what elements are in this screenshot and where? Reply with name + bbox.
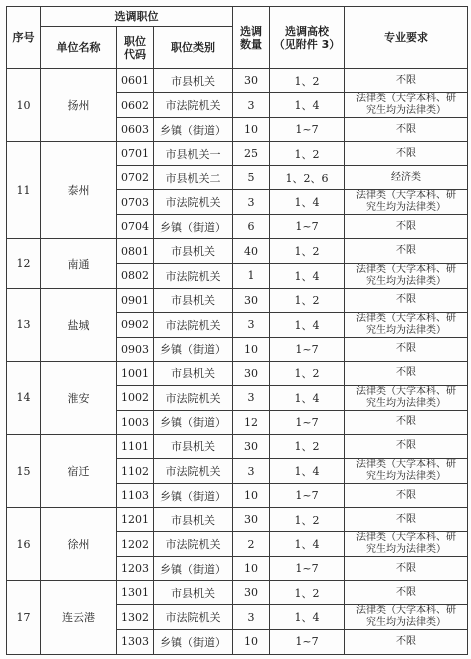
code-cell: 0701 bbox=[117, 142, 154, 166]
code-cell: 0601 bbox=[117, 69, 154, 93]
quota-cell: 3 bbox=[233, 459, 270, 484]
table-row bbox=[7, 239, 468, 263]
schools-cell: 1~7 bbox=[270, 118, 345, 142]
category-cell: 市法院机关 bbox=[154, 459, 233, 484]
category-cell: 乡镇（街道） bbox=[154, 410, 233, 434]
quota-cell: 10 bbox=[233, 337, 270, 361]
major-cell bbox=[345, 239, 468, 263]
major-line: 究生均为法律类） bbox=[366, 617, 446, 629]
schools-cell: 1、2 bbox=[270, 288, 345, 312]
major-cell bbox=[345, 263, 468, 288]
major-line: 不限 bbox=[396, 489, 416, 501]
schools-cell: 1、2、6 bbox=[270, 166, 345, 190]
code-cell: 1202 bbox=[117, 532, 154, 557]
seq-cell: 15 bbox=[7, 434, 41, 507]
schools-cell: 1、2 bbox=[270, 142, 345, 166]
header-major: 专业要求 bbox=[345, 7, 468, 69]
seq-cell: 12 bbox=[7, 239, 41, 288]
major-cell bbox=[345, 532, 468, 557]
code-cell: 1302 bbox=[117, 605, 154, 630]
unit-cell: 泰州 bbox=[41, 142, 117, 239]
major-cell bbox=[345, 557, 468, 581]
code-cell: 0801 bbox=[117, 239, 154, 263]
schools-cell: 1、2 bbox=[270, 69, 345, 93]
major-cell bbox=[345, 312, 468, 337]
schools-cell: 1~7 bbox=[270, 337, 345, 361]
quota-cell: 2 bbox=[233, 532, 270, 557]
major-line: 不限 bbox=[396, 440, 416, 452]
category-cell: 市法院机关 bbox=[154, 93, 233, 118]
schools-cell: 1、4 bbox=[270, 459, 345, 484]
header-schools: 选调高校 （见附件 3） bbox=[270, 7, 345, 69]
quota-cell: 10 bbox=[233, 484, 270, 508]
category-cell: 市法院机关 bbox=[154, 532, 233, 557]
category-cell: 市县机关 bbox=[154, 434, 233, 458]
major-line: 不限 bbox=[396, 294, 416, 306]
major-cell bbox=[345, 166, 468, 190]
code-cell: 0903 bbox=[117, 337, 154, 361]
category-cell: 市县机关 bbox=[154, 508, 233, 532]
schools-cell: 1、4 bbox=[270, 93, 345, 118]
category-cell: 市县机关 bbox=[154, 239, 233, 263]
major-line: 经济类 bbox=[391, 171, 421, 183]
category-cell: 市县机关 bbox=[154, 581, 233, 605]
major-line: 法律类（大学本科、研 bbox=[356, 263, 456, 275]
major-cell bbox=[345, 434, 468, 458]
table-row bbox=[7, 434, 468, 458]
major-cell bbox=[345, 118, 468, 142]
major-cell bbox=[345, 630, 468, 654]
schools-cell: 1~7 bbox=[270, 215, 345, 239]
position-table bbox=[6, 6, 468, 655]
seq-cell: 11 bbox=[7, 142, 41, 239]
major-line: 不限 bbox=[396, 343, 416, 355]
major-line: 法律类（大学本科、研 bbox=[356, 93, 456, 105]
major-cell bbox=[345, 459, 468, 484]
schools-cell: 1~7 bbox=[270, 484, 345, 508]
category-cell: 乡镇（街道） bbox=[154, 215, 233, 239]
header-seq: 序号 bbox=[7, 7, 41, 69]
table-row bbox=[7, 288, 468, 312]
schools-cell: 1、2 bbox=[270, 361, 345, 385]
major-cell bbox=[345, 605, 468, 630]
major-line: 法律类（大学本科、研 bbox=[356, 190, 456, 202]
code-cell: 0702 bbox=[117, 166, 154, 190]
major-line: 究生均为法律类） bbox=[366, 471, 446, 483]
major-line: 究生均为法律类） bbox=[366, 397, 446, 409]
category-cell: 市法院机关 bbox=[154, 263, 233, 288]
code-cell: 0603 bbox=[117, 118, 154, 142]
seq-cell: 17 bbox=[7, 581, 41, 654]
unit-cell: 淮安 bbox=[41, 361, 117, 434]
table-row bbox=[7, 361, 468, 385]
major-line: 不限 bbox=[396, 586, 416, 598]
major-cell bbox=[345, 484, 468, 508]
header-category: 职位类别 bbox=[154, 27, 233, 69]
major-line: 究生均为法律类） bbox=[366, 275, 446, 287]
schools-cell: 1~7 bbox=[270, 630, 345, 654]
major-line: 究生均为法律类） bbox=[366, 202, 446, 214]
quota-cell: 10 bbox=[233, 630, 270, 654]
code-cell: 1303 bbox=[117, 630, 154, 654]
quota-cell: 6 bbox=[233, 215, 270, 239]
category-cell: 乡镇（街道） bbox=[154, 337, 233, 361]
table-row bbox=[7, 69, 468, 93]
category-cell: 乡镇（街道） bbox=[154, 484, 233, 508]
schools-cell: 1、4 bbox=[270, 190, 345, 215]
category-cell: 市县机关一 bbox=[154, 142, 233, 166]
schools-cell: 1、2 bbox=[270, 239, 345, 263]
category-cell: 乡镇（街道） bbox=[154, 557, 233, 581]
major-cell bbox=[345, 508, 468, 532]
quota-cell: 25 bbox=[233, 142, 270, 166]
header-position-group: 选调职位 bbox=[41, 7, 233, 27]
major-cell bbox=[345, 410, 468, 434]
schools-cell: 1、4 bbox=[270, 263, 345, 288]
category-cell: 乡镇（街道） bbox=[154, 118, 233, 142]
seq-cell: 10 bbox=[7, 69, 41, 142]
quota-cell: 3 bbox=[233, 93, 270, 118]
major-cell bbox=[345, 581, 468, 605]
major-cell bbox=[345, 142, 468, 166]
schools-cell: 1、4 bbox=[270, 532, 345, 557]
category-cell: 市法院机关 bbox=[154, 190, 233, 215]
major-line: 法律类（大学本科、研 bbox=[356, 385, 456, 397]
schools-cell: 1、2 bbox=[270, 434, 345, 458]
major-cell bbox=[345, 69, 468, 93]
major-cell bbox=[345, 361, 468, 385]
major-cell bbox=[345, 385, 468, 410]
code-cell: 0703 bbox=[117, 190, 154, 215]
unit-cell: 南通 bbox=[41, 239, 117, 288]
category-cell: 市法院机关 bbox=[154, 605, 233, 630]
quota-cell: 3 bbox=[233, 312, 270, 337]
major-line: 不限 bbox=[396, 245, 416, 257]
quota-cell: 40 bbox=[233, 239, 270, 263]
unit-cell: 扬州 bbox=[41, 69, 117, 142]
major-line: 不限 bbox=[396, 367, 416, 379]
major-cell bbox=[345, 337, 468, 361]
major-line: 法律类（大学本科、研 bbox=[356, 312, 456, 324]
category-cell: 市县机关二 bbox=[154, 166, 233, 190]
table-row bbox=[7, 142, 468, 166]
major-line: 法律类（大学本科、研 bbox=[356, 532, 456, 544]
schools-cell: 1、4 bbox=[270, 385, 345, 410]
code-cell: 1203 bbox=[117, 557, 154, 581]
seq-cell: 16 bbox=[7, 508, 41, 581]
major-cell bbox=[345, 215, 468, 239]
quota-cell: 30 bbox=[233, 69, 270, 93]
quota-cell: 3 bbox=[233, 385, 270, 410]
code-cell: 1001 bbox=[117, 361, 154, 385]
unit-cell: 连云港 bbox=[41, 581, 117, 654]
major-cell bbox=[345, 288, 468, 312]
unit-cell: 盐城 bbox=[41, 288, 117, 361]
header-quota: 选调 数量 bbox=[233, 7, 270, 69]
category-cell: 市县机关 bbox=[154, 288, 233, 312]
code-cell: 1002 bbox=[117, 385, 154, 410]
quota-cell: 1 bbox=[233, 263, 270, 288]
major-line: 不限 bbox=[396, 416, 416, 428]
seq-cell: 14 bbox=[7, 361, 41, 434]
schools-cell: 1、4 bbox=[270, 312, 345, 337]
major-line: 法律类（大学本科、研 bbox=[356, 459, 456, 471]
quota-cell: 3 bbox=[233, 605, 270, 630]
major-line: 不限 bbox=[396, 220, 416, 232]
header-code: 职位 代码 bbox=[117, 27, 154, 69]
code-cell: 1102 bbox=[117, 459, 154, 484]
header-row-1 bbox=[7, 7, 468, 27]
major-line: 究生均为法律类） bbox=[366, 105, 446, 117]
code-cell: 0902 bbox=[117, 312, 154, 337]
major-cell bbox=[345, 93, 468, 118]
table-body bbox=[7, 69, 468, 655]
quota-cell: 5 bbox=[233, 166, 270, 190]
code-cell: 0602 bbox=[117, 93, 154, 118]
category-cell: 市法院机关 bbox=[154, 312, 233, 337]
code-cell: 1101 bbox=[117, 434, 154, 458]
seq-cell: 13 bbox=[7, 288, 41, 361]
schools-cell: 1~7 bbox=[270, 557, 345, 581]
major-line: 不限 bbox=[396, 123, 416, 135]
quota-cell: 10 bbox=[233, 118, 270, 142]
quota-cell: 3 bbox=[233, 190, 270, 215]
major-line: 究生均为法律类） bbox=[366, 544, 446, 556]
schools-cell: 1、2 bbox=[270, 581, 345, 605]
quota-cell: 30 bbox=[233, 508, 270, 532]
unit-cell: 宿迁 bbox=[41, 434, 117, 507]
major-line: 不限 bbox=[396, 513, 416, 525]
category-cell: 市法院机关 bbox=[154, 385, 233, 410]
quota-cell: 30 bbox=[233, 581, 270, 605]
code-cell: 1201 bbox=[117, 508, 154, 532]
quota-cell: 10 bbox=[233, 557, 270, 581]
table-row bbox=[7, 508, 468, 532]
table-row bbox=[7, 581, 468, 605]
major-line: 不限 bbox=[396, 74, 416, 86]
major-line: 不限 bbox=[396, 635, 416, 647]
major-cell bbox=[345, 190, 468, 215]
quota-cell: 12 bbox=[233, 410, 270, 434]
major-line: 不限 bbox=[396, 147, 416, 159]
schools-cell: 1~7 bbox=[270, 410, 345, 434]
major-line: 法律类（大学本科、研 bbox=[356, 605, 456, 617]
major-line: 究生均为法律类） bbox=[366, 324, 446, 336]
schools-cell: 1、2 bbox=[270, 508, 345, 532]
header-unit: 单位名称 bbox=[41, 27, 117, 69]
category-cell: 乡镇（街道） bbox=[154, 630, 233, 654]
code-cell: 1301 bbox=[117, 581, 154, 605]
quota-cell: 30 bbox=[233, 288, 270, 312]
code-cell: 0901 bbox=[117, 288, 154, 312]
code-cell: 1103 bbox=[117, 484, 154, 508]
code-cell: 1003 bbox=[117, 410, 154, 434]
category-cell: 市县机关 bbox=[154, 361, 233, 385]
major-line: 不限 bbox=[396, 562, 416, 574]
schools-cell: 1、4 bbox=[270, 605, 345, 630]
code-cell: 0802 bbox=[117, 263, 154, 288]
code-cell: 0704 bbox=[117, 215, 154, 239]
unit-cell: 徐州 bbox=[41, 508, 117, 581]
category-cell: 市县机关 bbox=[154, 69, 233, 93]
quota-cell: 30 bbox=[233, 361, 270, 385]
quota-cell: 30 bbox=[233, 434, 270, 458]
